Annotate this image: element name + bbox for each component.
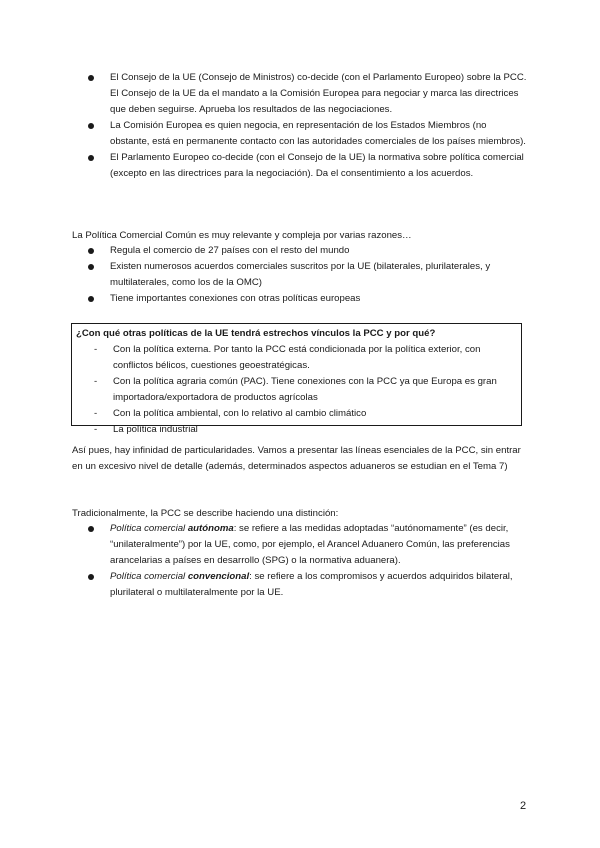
question-box [71, 323, 522, 435]
asi-pues-paragraph: Así pues, hay infinidad de particularidades. Vamos a presentar las líneas esenciales de la PCC, sin entrar en un excesivo nivel de detalle (además, determinados aspectos aduaneros se estudian en el Tema 7) [72, 445, 521, 472]
bullet-icon [88, 574, 94, 580]
list-item: Tiene importantes conexiones con otras políticas europeas [72, 291, 527, 307]
institutions-list [72, 70, 527, 182]
bullet-icon [88, 155, 94, 161]
list-item: Política comercial autónoma: se refiere a las medidas adoptadas “autónomamente” (es decir, “unilateralmente”) por la UE, como, por ejemplo, el Arancel Aduanero Común, las preferencias arancelarias a países en desarrollo (SPG) o la normativa aduanera). [72, 521, 527, 569]
bullet-icon [88, 526, 94, 532]
list-item: - Con la política externa. Por tanto la PCC está condicionada por la política exterior, con conflictos bélicos, cuestiones geoestratégicas. [94, 344, 481, 371]
list-item: El Consejo de la UE (Consejo de Ministros) co-decide (con el Parlamento Europeo) sobre la PCC. El Consejo de la UE da el mandato a la Comisión Europea para negociar y marca las directrices que deben seguirse. Aprueba los resultados de las negociaciones. [72, 70, 527, 118]
list-item: - Con la política ambiental, con lo relativo al cambio climático [94, 408, 367, 419]
list-item: El Parlamento Europeo co-decide (con el Consejo de la UE) la normativa sobre política comercial (excepto en las directrices para la negociación). Da el consentimiento a los acuerdos. [72, 150, 527, 182]
bullet-icon [88, 75, 94, 81]
list-item: - Con la política agraria común (PAC). Tiene conexiones con la PCC ya que Europa es gran importadora/exportadora de productos agrícolas [94, 376, 497, 403]
bullet-icon [88, 264, 94, 270]
reasons-list [72, 243, 527, 307]
list-item: Existen numerosos acuerdos comerciales suscritos por la UE (bilaterales, plurilaterales, y multilaterales, como los de la OMC) [72, 259, 527, 291]
list-item: La Comisión Europea es quien negocia, en representación de los Estados Miembros (no obstante, está en permanente contacto con las autoridades comerciales de los países miembros). [72, 118, 527, 150]
page-number: 2 [520, 800, 527, 812]
bullet-icon [88, 123, 94, 129]
pcc-intro: La Política Comercial Común es muy relevante y compleja por varias razones… [72, 230, 412, 241]
question-title: ¿Con qué otras políticas de la UE tendrá estrechos vínculos la PCC y por qué? [76, 328, 436, 339]
distinction-list [72, 521, 527, 601]
list-item: - La política industrial [94, 424, 198, 435]
list-item: Regula el comercio de 27 países con el resto del mundo [72, 243, 527, 259]
tradicional-paragraph: Tradicionalmente, la PCC se describe haciendo una distinción: [72, 508, 339, 519]
list-item: Política comercial convencional: se refiere a los compromisos y acuerdos adquiridos bilateral, plurilateral o multilateralmente por la UE. [72, 569, 527, 601]
bullet-icon [88, 248, 94, 254]
bullet-icon [88, 296, 94, 302]
